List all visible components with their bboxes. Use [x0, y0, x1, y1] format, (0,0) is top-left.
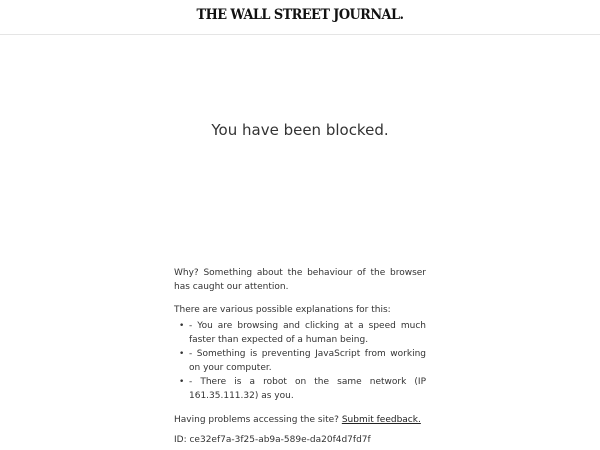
block-info — [174, 266, 426, 447]
wsj-logo: THE WALL STREET JOURNAL. — [196, 7, 404, 23]
block-id: ID: ce32ef7a-3f25-ab9a-589e-da20f4d7fd7f — [174, 435, 371, 445]
reason-text: - You are browsing and clicking at a speed much faster than expected of a human being. — [189, 321, 426, 345]
why-text: Why? Something about the behaviour of the browser has caught our attention. — [174, 268, 426, 292]
list-item — [174, 319, 426, 347]
bullet-icon: • — [179, 321, 185, 331]
site-header — [0, 0, 600, 35]
list-item — [174, 347, 426, 375]
page-title: You have been blocked. — [211, 121, 389, 139]
bullet-icon: • — [179, 349, 185, 359]
list-item — [174, 375, 426, 403]
problems-line — [174, 413, 426, 427]
bullet-icon: • — [179, 377, 185, 387]
reason-text: - There is a robot on the same network (IP 161.35.111.32) as you. — [189, 377, 426, 401]
reason-text: - Something is preventing JavaScript from working on your computer. — [189, 349, 426, 373]
problems-text: Having problems accessing the site? — [174, 415, 339, 425]
reasons-list — [174, 319, 426, 403]
explanations-intro: There are various possible explanations for this: — [174, 305, 391, 315]
submit-feedback-link[interactable]: Submit feedback. — [341, 415, 421, 425]
